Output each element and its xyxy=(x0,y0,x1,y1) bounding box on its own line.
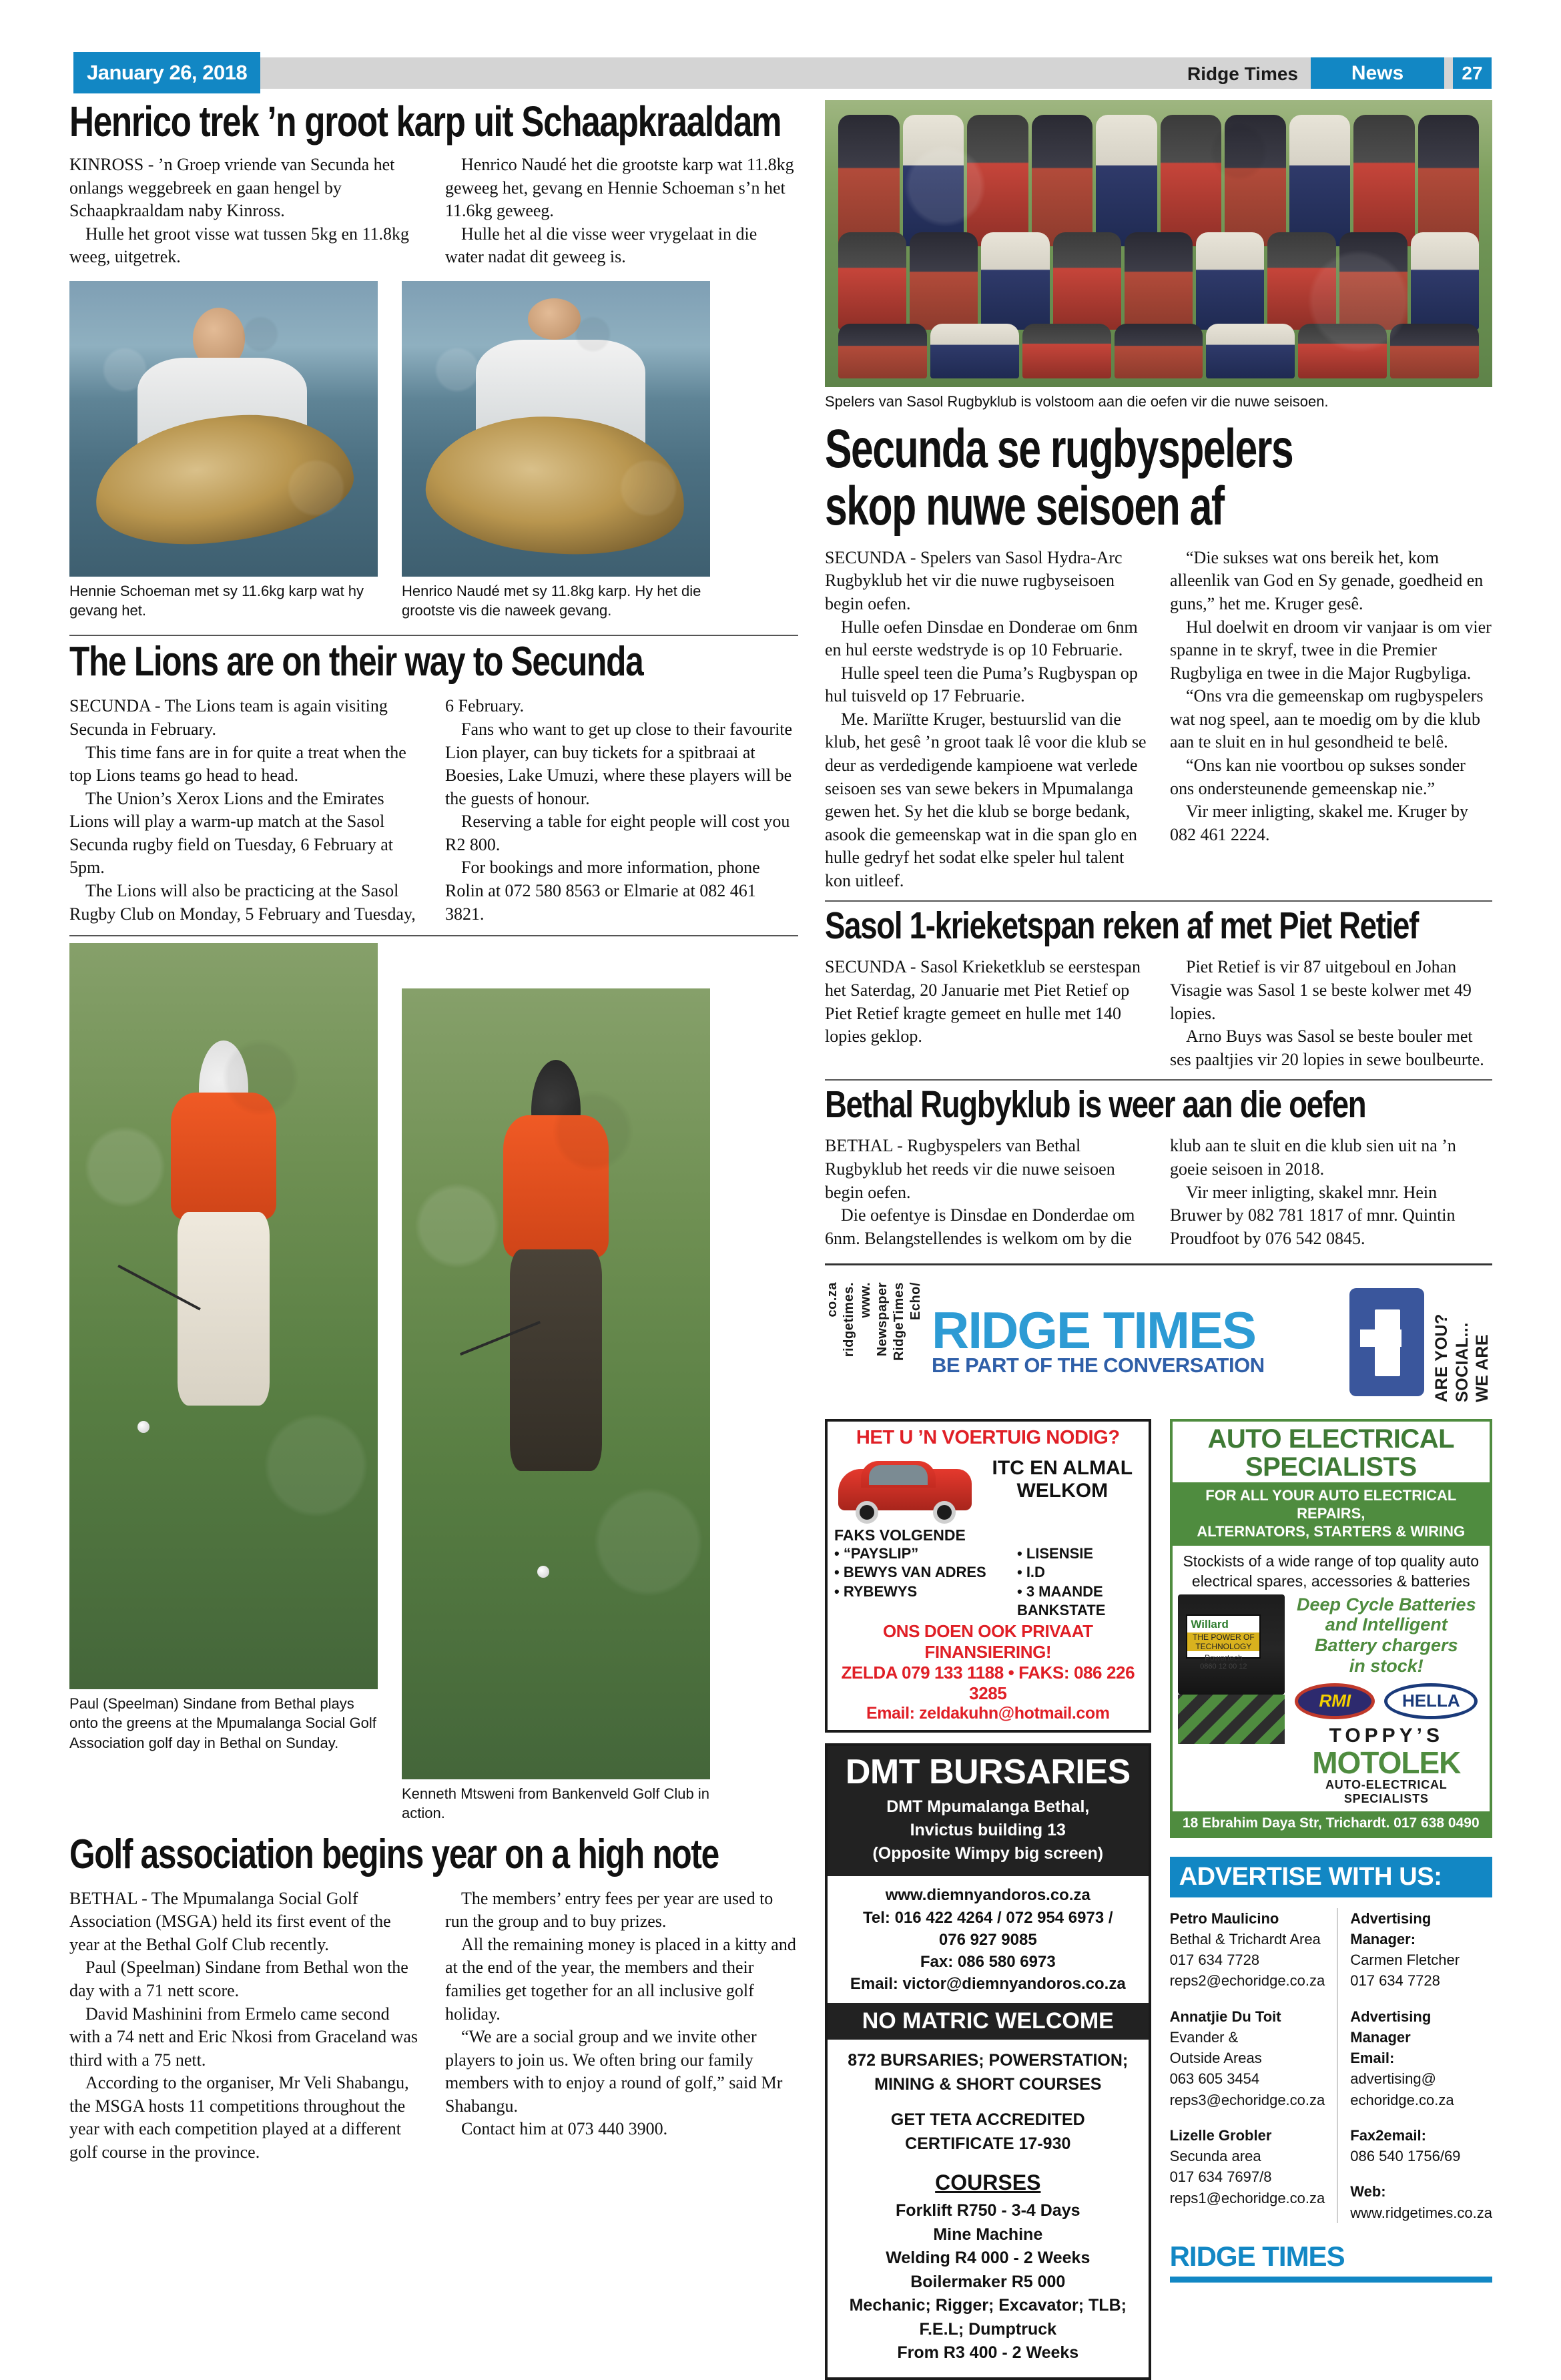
advertise-band: ADVERTISE WITH US: xyxy=(1170,1857,1492,1897)
battery-powertech: Powertech xyxy=(1205,1653,1243,1663)
golf-p3: David Mashinini from Ermelo came second with a 74 nett and Eric Nkosi from Graceland was third with a 75 nett. xyxy=(69,2004,418,2070)
bethal-p2: Die oefentye is Dinsdae en Donderdae om 6nm. Belangstellendes is welkom om by die klub aan te sluit en die klub sien uit na ’n goeie seisoen in 2018. xyxy=(825,1136,1456,1248)
battery-photo xyxy=(1178,1594,1285,1806)
ad-auto-electrical[interactable] xyxy=(1170,1419,1492,1837)
advmgr-email-1: advertising@ xyxy=(1350,2070,1436,2088)
banner-vert-newspaper: Newspaper xyxy=(875,1282,890,1357)
banner-logo-block xyxy=(932,1301,1341,1378)
bethal-headline: Bethal Rugbyklub is weer aan die oefen xyxy=(825,1083,1366,1127)
banner-vert-we-are: WE ARE xyxy=(1473,1334,1492,1403)
photo-kenneth-mtsweni xyxy=(402,988,710,1779)
ridge-times-tagline: BE PART OF THE CONVERSATION xyxy=(932,1354,1265,1378)
contact-annatjie-name: Annatjie Du Toit xyxy=(1169,2008,1281,2025)
advmgr-label-2: Manager: xyxy=(1350,1930,1416,1948)
paper-name: Ridge Times xyxy=(1187,63,1298,84)
vehicle-faks-title: FAKS VOLGENDE xyxy=(834,1526,966,1544)
auto-body-2: electrical spares, accessories & batteries xyxy=(1191,1572,1470,1590)
article-secunda-rugby xyxy=(825,420,1492,902)
hella-logo: HELLA xyxy=(1384,1683,1478,1719)
ridge-times-footer-logo: RIDGE TIMES xyxy=(1169,2240,1345,2272)
contact-lizelle-phone: 017 634 7697/8 xyxy=(1169,2168,1272,2186)
secunda-headline-line2: skop nuwe seisoen af xyxy=(825,475,1224,537)
vehicle-ad-headline: HET U ’N VOERTUIG NODIG? xyxy=(856,1427,1120,1449)
dmt-no-matric-banner: NO MATRIC WELCOME xyxy=(828,2003,1149,2040)
divider-5 xyxy=(825,1263,1492,1265)
secunda-p2: Hulle oefen Dinsdae en Donderae om 6nm en hul eerste wedstryde is op 10 Februarie. xyxy=(825,617,1138,660)
vehicle-welcome-1: ITC EN ALMAL xyxy=(992,1457,1133,1480)
advertise-columns xyxy=(1170,1897,1492,2223)
dmt-contact-block xyxy=(828,1876,1149,2003)
web-label: Web: xyxy=(1350,2183,1386,2200)
golf-headline: Golf association begins year on a high note xyxy=(69,1831,719,1877)
dmt-b3: GET TETA ACCREDITED xyxy=(890,2110,1085,2129)
carp-p3: Henrico Naudé het die grootste karp wat 11.8kg geweeg het, gevang en Hennie Schoeman s’n het 11.6kg geweeg. xyxy=(445,155,794,221)
banner-vertical-left xyxy=(825,1282,924,1402)
divider-4 xyxy=(825,1079,1492,1081)
battery-tagline: THE POWER OF TECHNOLOGY xyxy=(1187,1632,1259,1651)
bethal-p1: BETHAL - Rugbyspelers van Bethal Rugbyklub het reeds vir die nuwe seisoen begin oefen. xyxy=(825,1136,1115,1202)
masthead xyxy=(0,52,1561,93)
dmt-course-1: Mine Machine xyxy=(933,2224,1043,2244)
banner-vert-social: SOCIAL... xyxy=(1452,1322,1472,1403)
golf-p5: The members’ entry fees per year are used to run the group and to buy prizes. xyxy=(445,1888,773,1931)
carp-p1: KINROSS - ’n Groep vriende van Secunda het onlangs weggebreek en gaan hengel by Schaapkraaldam naby Kinross. xyxy=(69,155,395,221)
dmt-tel-2: 076 927 9085 xyxy=(938,1930,1037,1949)
auto-ital-1: Deep Cycle Batteries xyxy=(1296,1594,1476,1614)
carp-body xyxy=(69,154,798,269)
dmt-address-1: DMT Mpumalanga Bethal, xyxy=(886,1797,1090,1817)
dmt-course-4: Mechanic; Rigger; Excavator; TLB; xyxy=(849,2296,1127,2315)
ad-advertise-with-us[interactable] xyxy=(1170,1857,1492,2283)
bethal-body xyxy=(825,1135,1492,1250)
contact-annatjie-email: reps3@echoridge.co.za xyxy=(1169,2091,1325,2108)
vehicle-email: Email: zeldakuhn@hotmail.com xyxy=(866,1703,1110,1723)
dmt-email: Email: victor@diemnyandoros.co.za xyxy=(850,1974,1126,1993)
banner-vertical-right xyxy=(1432,1282,1492,1402)
advertise-divider xyxy=(1337,1908,1338,2223)
carp-photo-row xyxy=(69,281,798,621)
bethal-p3: Vir meer inligting, skakel mnr. Hein Bruwer by 082 781 1817 of mnr. Quintin Proudfoot by 076 542 0845. xyxy=(1170,1182,1456,1248)
vehicle-right-item-2: • 3 MAANDE BANKSTATE xyxy=(1017,1582,1106,1618)
ads-col-right xyxy=(1170,1419,1492,2379)
vehicle-left-item-2: • RYBEWYS xyxy=(834,1582,918,1600)
banner-vert-ridgetimes: RidgeTimes xyxy=(892,1282,906,1362)
advertise-col-left xyxy=(1170,1908,1325,2223)
lions-p5: Fans who want to get up close to their favourite Lion player, can buy tickets for a spitbraai at Boesies, Lake Umuzi, where these players will be the guests of honour. xyxy=(445,719,793,808)
golf-p4: According to the organiser, Mr Veli Shabangu, the MSGA hosts 11 competitions throughout the year with each competition played at a different golf course in the province. xyxy=(69,2073,409,2162)
photo-paul-sindane xyxy=(69,943,378,1689)
contact-annatjie-phone: 063 605 3454 xyxy=(1169,2070,1260,2088)
auto-band-1: FOR ALL YOUR AUTO ELECTRICAL REPAIRS, xyxy=(1205,1487,1457,1522)
lions-p4: The Lions will also be practicing at the Sasol Rugby Club on Monday, 5 February and Tuesday, 6 February. xyxy=(69,696,525,924)
auto-band-2: ALTERNATORS, STARTERS & WIRING xyxy=(1197,1523,1466,1540)
ads-grid xyxy=(825,1419,1492,2379)
divider-3 xyxy=(825,900,1492,902)
contact-lizelle-name: Lizelle Grobler xyxy=(1169,2126,1272,2144)
auto-ital-4: in stock! xyxy=(1349,1655,1424,1676)
golf-p7: “We are a social group and we invite other players to join us. We often bring our family members with to enjoy a round of golf,” said Mr Shabangu. xyxy=(445,2027,783,2116)
page-number: 27 xyxy=(1453,57,1492,89)
lions-headline: The Lions are on their way to Secunda xyxy=(69,639,643,685)
vehicle-welcome-2: WELKOM xyxy=(1016,1480,1109,1502)
contact-lizelle-area: Secunda area xyxy=(1169,2148,1261,2165)
battery-stripes xyxy=(1178,1695,1285,1744)
dmt-b4: CERTIFICATE 17-930 xyxy=(905,2134,1071,2153)
dmt-course-5: F.E.L; Dumptruck xyxy=(919,2319,1057,2339)
rmi-logo: RMI xyxy=(1295,1683,1375,1719)
advmgr-phone: 017 634 7728 xyxy=(1350,1972,1440,1990)
dmt-header-block xyxy=(828,1746,1149,1877)
divider-2 xyxy=(69,935,798,936)
ad-vehicle-finance[interactable] xyxy=(825,1419,1151,1733)
contact-petro-name: Petro Maulicino xyxy=(1169,1909,1279,1927)
ads-col-left xyxy=(825,1419,1151,2379)
auto-body xyxy=(1173,1546,1490,1594)
carp-headline: Henrico trek ’n groot karp uit Schaapkraaldam xyxy=(69,97,782,145)
lions-p1: SECUNDA - The Lions team is again visiting Secunda in February. xyxy=(69,696,388,739)
caption-henrico: Henrico Naudé met sy 11.8kg karp. Hy het die grootste vis die naweek gevang. xyxy=(402,582,701,619)
auto-footer-address: 18 Ebrahim Daya Str, Trichardt. 017 638 0490 xyxy=(1173,1811,1490,1835)
photo-henrico-naude xyxy=(402,281,710,577)
advmgr-label-1: Advertising xyxy=(1350,1909,1432,1927)
contact-petro-phone: 017 634 7728 xyxy=(1169,1952,1260,1969)
dmt-web: www.diemnyandoros.co.za xyxy=(885,1886,1090,1905)
fax2email-number: 086 540 1756/69 xyxy=(1350,2148,1461,2165)
auto-ital-2: and Intelligent xyxy=(1325,1614,1448,1635)
cricket-p2: Piet Retief is vir 87 uitgeboul en Johan Visagie was Sasol 1 se beste kolwer met 49 lopies. xyxy=(1170,957,1472,1023)
dmt-title: DMT BURSARIES xyxy=(845,1752,1131,1791)
battery-number: 0860 12 00 12 xyxy=(1200,1663,1247,1671)
motolek-brand: MOTOLEK xyxy=(1312,1745,1461,1780)
advertise-footer-logo-block xyxy=(1170,2241,1492,2283)
contact-annatjie-area-1: Evander & xyxy=(1169,2028,1239,2046)
secunda-p5: “Die sukses wat ons bereik het, kom alleenlik van God en Sy genade, goedheid en guns,” het me. Kruger gesê. xyxy=(1170,547,1484,613)
secunda-p7: “Ons vra die gemeenskap om rugbyspelers wat nog speel, aan te moedig om by die klub aan te sluit en in hul gesondheid te belê. xyxy=(1170,686,1484,752)
dmt-bursaries-info xyxy=(828,2040,1149,2160)
advmgr-email-label-1: Advertising xyxy=(1350,2008,1432,2025)
golf-p2: Paul (Speelman) Sindane from Bethal won the day with a 71 nett score. xyxy=(69,1958,408,2000)
cricket-p1: SECUNDA - Sasol Krieketklub se eerstespan het Saterdag, 20 Januarie met Piet Retief op Piet Retief kragte gemeet en hulle met 140 lopies geklop. xyxy=(825,957,1141,1047)
lions-body xyxy=(69,695,798,926)
dmt-fax: Fax: 086 580 6973 xyxy=(920,1952,1056,1971)
dmt-course-3: Boilermaker R5 000 xyxy=(910,2272,1066,2291)
dmt-courses-heading: COURSES xyxy=(935,2170,1041,2194)
caption-hennie: Hennie Schoeman met sy 11.6kg karp wat hy gevang het. xyxy=(69,582,364,619)
banner-vert-www: www. xyxy=(858,1282,873,1318)
cricket-body xyxy=(825,956,1492,1071)
vehicle-left-item-1: • BEWYS VAN ADRES xyxy=(834,1564,986,1581)
vehicle-phone: ZELDA 079 133 1188 • FAKS: 086 226 3285 xyxy=(841,1662,1135,1703)
lions-p3: The Union’s Xerox Lions and the Emirates Lions will play a warm-up match at the Sasol Secunda rugby field on Tuesday, 6 February at 5pm. xyxy=(69,788,394,878)
issue-date: January 26, 2018 xyxy=(73,52,260,93)
contact-petro-area: Bethal & Trichardt Area xyxy=(1169,1930,1321,1948)
secunda-p3: Hulle speel teen die Puma’s Rugbyspan op hul tuisveld op 17 Februarie. xyxy=(825,663,1138,706)
secunda-p6: Hul doelwit en droom vir vanjaar is om vier spanne in te skryf, twee in die Premier Rugbyliga en twee in die Major Rugbyliga. xyxy=(1170,617,1492,683)
auto-title-2: SPECIALISTS xyxy=(1245,1452,1417,1482)
secunda-body xyxy=(825,547,1492,893)
contact-annatjie-area-2: Outside Areas xyxy=(1169,2050,1262,2067)
banner-vert-co-za: co.za xyxy=(825,1282,840,1317)
right-column xyxy=(825,100,1492,2380)
caption-paul: Paul (Speelman) Sindane from Bethal plays onto the greens at the Mpumalanga Social Golf Association golf day in Bethal on Sunday. xyxy=(69,1695,376,1751)
photo-sasol-rugby-team xyxy=(825,100,1492,387)
contact-lizelle-email: reps1@echoridge.co.za xyxy=(1169,2189,1325,2206)
lions-p7: For bookings and more information, phone Rolin at 072 580 8563 or Elmarie at 082 461 3821. xyxy=(445,858,760,924)
facebook-icon[interactable] xyxy=(1349,1288,1424,1396)
car-photo xyxy=(834,1452,978,1525)
battery-brand: Willard xyxy=(1191,1617,1229,1630)
toppys-brand: TOPPY’S xyxy=(1329,1724,1444,1747)
advertise-col-right xyxy=(1350,1908,1492,2223)
article-bethal-rugby xyxy=(825,1083,1492,1265)
auto-ital-3: Battery chargers xyxy=(1314,1635,1458,1656)
golf-p6: All the remaining money is placed in a kitty and at the end of the year, the members and their families get together for an all inclusive golf holiday. xyxy=(445,1934,796,2024)
article-cricket xyxy=(825,904,1492,1081)
golf-p8: Contact him at 073 440 3900. xyxy=(461,2119,668,2139)
ridge-times-footer-rule xyxy=(1170,2277,1492,2283)
cricket-headline: Sasol 1-krieketspan reken af met Piet Retief xyxy=(825,904,1419,948)
golf-body xyxy=(69,1887,798,2164)
caption-kenneth: Kenneth Mtsweni from Bankenveld Golf Club in action. xyxy=(402,1785,710,1822)
dmt-b2: MINING & SHORT COURSES xyxy=(874,2074,1102,2094)
secunda-p9: Vir meer inligting, skakel me. Kruger by 082 461 2224. xyxy=(1170,802,1468,844)
auto-title-1: AUTO ELECTRICAL xyxy=(1207,1424,1455,1454)
auto-band xyxy=(1173,1482,1490,1545)
vehicle-right-item-0: • LISENSIE xyxy=(1017,1545,1094,1562)
carp-p2: Hulle het groot visse wat tussen 5kg en 11.8kg weeg, uitgetrek. xyxy=(69,224,410,267)
secunda-p4: Me. Mariïtte Kruger, bestuurslid van die klub, het gesê ’n groot taak lê voor die klub se deur as verdedigende kampioene wat verlede seisoen ses van sewe bekers in Mpumalanga gewen het. Sy het die klub se borge bedank, asook die gemeenskap wat in die span glo en hulle gedryf het sodat elke speler hul talent kon uitleef. xyxy=(825,709,1147,890)
dmt-course-6: From R3 400 - 2 Weeks xyxy=(897,2343,1079,2362)
photo-hennie-schoeman xyxy=(69,281,378,577)
divider-1 xyxy=(69,635,798,636)
dmt-course-0: Forklift R750 - 3-4 Days xyxy=(896,2201,1080,2220)
advmgr-email-label-3: Email: xyxy=(1350,2050,1395,2067)
golf-p1: BETHAL - The Mpumalanga Social Golf Association (MSGA) held its first event of the year at the Bethal Golf Club recently. xyxy=(69,1888,391,1954)
dmt-course-2: Welding R4 000 - 2 Weeks xyxy=(886,2249,1090,2267)
secunda-p1: SECUNDA - Spelers van Sasol Hydra-Arc Rugbyklub het vir die nuwe rugbyseisoen begin oefen. xyxy=(825,547,1123,613)
cricket-p3: Arno Buys was Sasol se beste bouler met ses paaltjies vir 20 lopies in sewe boulbeurte. xyxy=(1170,1026,1484,1069)
vehicle-left-item-0: • “PAYSLIP” xyxy=(834,1545,919,1562)
contact-petro-email: reps2@echoridge.co.za xyxy=(1169,1972,1325,1990)
lions-p2: This time fans are in for quite a treat when the top Lions teams go head to head. xyxy=(69,742,406,786)
ad-ridge-times-social[interactable] xyxy=(825,1272,1492,1412)
lions-p6: Reserving a table for eight people will cost you R2 800. xyxy=(445,812,790,854)
article-golf xyxy=(69,1831,798,2164)
golf-photo-row xyxy=(69,943,798,1823)
dmt-tel-1: Tel: 016 422 4264 / 072 954 6973 / xyxy=(863,1908,1113,1927)
fax2email-label: Fax2email: xyxy=(1350,2126,1426,2144)
web-url: www.ridgetimes.co.za xyxy=(1350,2204,1492,2221)
secunda-headline-line1: Secunda se rugbyspelers xyxy=(825,418,1293,480)
ridge-times-logo: RIDGE TIMES xyxy=(932,1301,1256,1360)
secunda-p8: “Ons kan nie voortbou op sukses sonder ons ondersteunende gemeenskap nie.” xyxy=(1170,755,1466,798)
dmt-b1: 872 BURSARIES; POWERSTATION; xyxy=(848,2051,1129,2070)
advmgr-email-2: echoridge.co.za xyxy=(1350,2091,1454,2108)
dmt-courses-list xyxy=(828,2199,1149,2377)
banner-vert-are-you: ARE YOU? xyxy=(1432,1313,1451,1403)
advmgr-name: Carmen Fletcher xyxy=(1350,1952,1460,1969)
auto-body-1: Stockists of a wide range of top quality auto xyxy=(1183,1552,1480,1570)
caption-sasol-team: Spelers van Sasol Rugbyklub is volstoom aan die oefen vir die nuwe seisoen. xyxy=(825,393,1329,410)
banner-vert-ridgetimes-url: ridgetimes. xyxy=(842,1282,856,1358)
ad-dmt-bursaries[interactable] xyxy=(825,1743,1151,2380)
motolek-subtitle: AUTO-ELECTRICAL SPECIALISTS xyxy=(1325,1777,1448,1805)
left-column xyxy=(69,97,798,2164)
advmgr-email-label-2: Manager xyxy=(1350,2028,1411,2046)
section-label: News xyxy=(1311,57,1444,89)
masthead-grey-bar xyxy=(247,57,1492,89)
dmt-address-3: (Opposite Wimpy big screen) xyxy=(872,1844,1104,1863)
carp-p4: Hulle het al die visse weer vrygelaat in die water nadat dit geweeg is. xyxy=(445,224,757,267)
article-carp xyxy=(69,97,798,636)
vehicle-private-finance: ONS DOEN OOK PRIVAAT FINANSIERING! xyxy=(882,1620,1093,1662)
banner-vert-echo: Echo/ xyxy=(908,1282,923,1321)
dmt-address-2: Invictus building 13 xyxy=(910,1821,1066,1840)
article-lions xyxy=(69,641,798,936)
vehicle-right-item-1: • I.D xyxy=(1017,1564,1045,1581)
